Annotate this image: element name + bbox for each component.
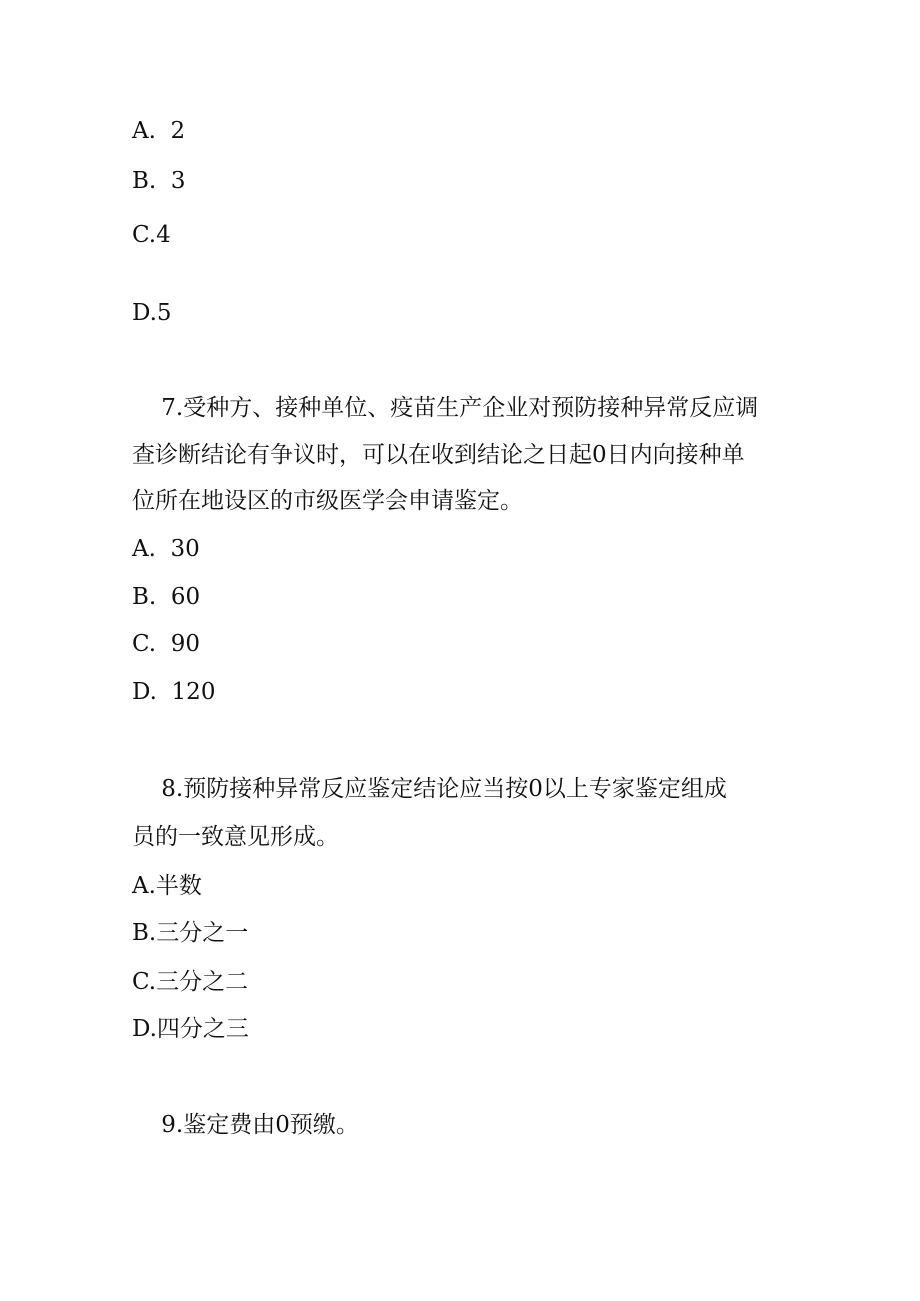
q6-option-a: A. 2: [132, 118, 186, 144]
q8-option-b: B.三分之一: [132, 920, 249, 946]
q7-option-c: C. 90: [132, 631, 200, 657]
q7-option-d: D. 120: [132, 679, 216, 705]
q9-stem-line-1: 9.鉴定费由0预缴。: [132, 1112, 359, 1138]
q6-option-d: D.5: [132, 300, 172, 326]
q7-option-b: B. 60: [132, 584, 201, 610]
q7-stem-line-2: 查诊断结论有争议时，可以在收到结论之日起0日内向接种单: [132, 442, 745, 468]
q6-option-b: B. 3: [132, 168, 186, 194]
q8-option-d: D.四分之三: [132, 1016, 249, 1042]
q7-option-a: A. 30: [132, 536, 200, 562]
q8-stem-line-2: 员的一致意见形成。: [132, 824, 339, 850]
q6-option-c: C.4: [132, 222, 171, 248]
q7-stem-line-3: 位所在地设区的市级医学会申请鉴定。: [132, 488, 523, 514]
q8-option-c: C.三分之二: [132, 969, 249, 995]
q7-stem-line-1: 7.受种方、接种单位、疫苗生产企业对预防接种异常反应调: [132, 395, 759, 421]
q8-option-a: A.半数: [132, 873, 202, 899]
q8-stem-line-1: 8.预防接种异常反应鉴定结论应当按0以上专家鉴定组成: [132, 776, 727, 802]
